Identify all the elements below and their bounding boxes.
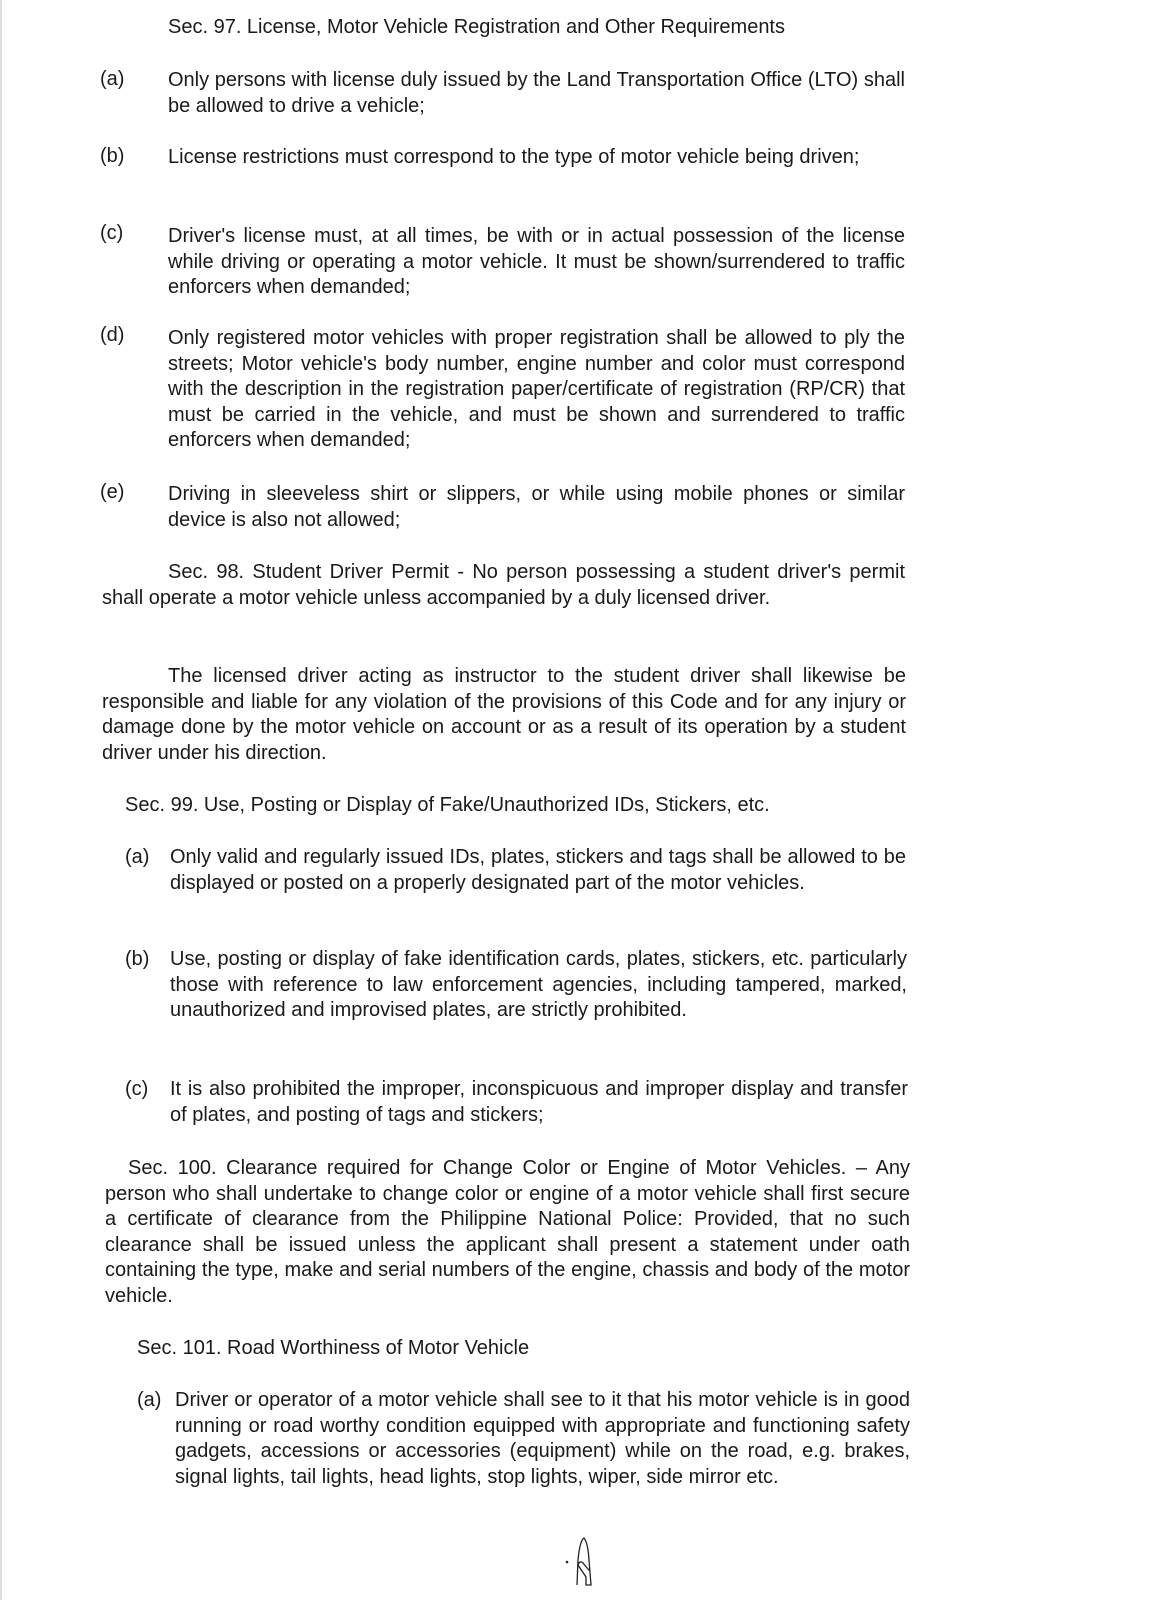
sec98-paragraph-2: The licensed driver acting as instructor to the student driver shall likewise be responsible and liable for any violation of the provisions of this Code and for any injury or damage done by the motor vehicle on account or as a result of its operation by a student driver under his direction. <box>102 665 906 764</box>
sec99-item-b-label: (b) <box>125 948 150 970</box>
sec99-item-c-text: It is also prohibited the improper, inconspicuous and improper display and transfer of plates, and posting of tags and stickers; <box>170 1078 908 1126</box>
sec97-item-e-text: Driving in sleeveless shirt or slippers, or while using mobile phones or similar device is also not allowed; <box>168 483 905 531</box>
sec100-paragraph: Sec. 100. Clearance required for Change Color or Engine of Motor Vehicles. – Any person who shall undertake to change color or engine of a motor vehicle shall first secure a certificate of clearance from the Philippine National Police: Provided, that no such clearance shall be issued unless the applicant shall present a statement under oath containing the type, make and serial numbers of the engine, chassis and body of the motor vehicle. <box>105 1157 910 1307</box>
sec97-item-c-label: (c) <box>100 222 124 244</box>
scan-edge <box>0 0 2 1600</box>
sec98-paragraph: Sec. 98. Student Driver Permit - No person possessing a student driver's permit shall operate a motor vehicle unless accompanied by a duly licensed driver. <box>102 561 905 609</box>
sec97-item-e-label: (e) <box>100 481 125 503</box>
sec97-item-d-text: Only registered motor vehicles with proper registration shall be allowed to ply the streets; Motor vehicle's body number, engine number and color must correspond with the description in the registration paper/certificate of registration (RP/CR) that must be carried in the vehicle, and must be shown and surrendered to traffic enforcers when demanded; <box>168 327 905 451</box>
sec97-heading: Sec. 97. License, Motor Vehicle Registration and Other Requirements <box>168 16 785 38</box>
sec99-item-c-label: (c) <box>125 1078 149 1100</box>
sec97-item-a-text: Only persons with license duly issued by the Land Transportation Office (LTO) shall be allowed to drive a vehicle; <box>168 69 905 117</box>
sec97-item-b-label: (b) <box>100 145 125 167</box>
sec99-heading: Sec. 99. Use, Posting or Display of Fake/Unauthorized IDs, Stickers, etc. <box>125 794 770 816</box>
sec99-item-b-text: Use, posting or display of fake identification cards, plates, stickers, etc. particularly those with reference to law enforcement agencies, including tampered, marked, unauthorized and improvised plates, are strictly prohibited. <box>170 948 907 1021</box>
sec99-item-a-text: Only valid and regularly issued IDs, plates, stickers and tags shall be allowed to be displayed or posted on a properly designated part of the motor vehicles. <box>170 846 906 894</box>
sec101-item-a-label: (a) <box>137 1389 162 1411</box>
sec101-heading: Sec. 101. Road Worthiness of Motor Vehicle <box>137 1337 530 1359</box>
sec97-item-a-label: (a) <box>100 68 125 90</box>
sec101-item-a-text: Driver or operator of a motor vehicle shall see to it that his motor vehicle is in good running or road worthy condition equipped with appropriate and functioning safety gadgets, accessions or accessories (equipment) while on the road, e.g. brakes, signal lights, tail lights, head lights, stop lights, wiper, side mirror etc. <box>175 1389 910 1488</box>
sec97-item-b-text: License restrictions must correspond to the type of motor vehicle being driven; <box>168 146 860 168</box>
sec97-item-c-text: Driver's license must, at all times, be with or in actual possession of the license while driving or operating a motor vehicle. It must be shown/surrendered to traffic enforcers when demanded; <box>168 225 905 298</box>
handwritten-initial <box>560 1535 610 1596</box>
sec97-item-d-label: (d) <box>100 324 125 346</box>
sec99-item-a-label: (a) <box>125 846 150 868</box>
